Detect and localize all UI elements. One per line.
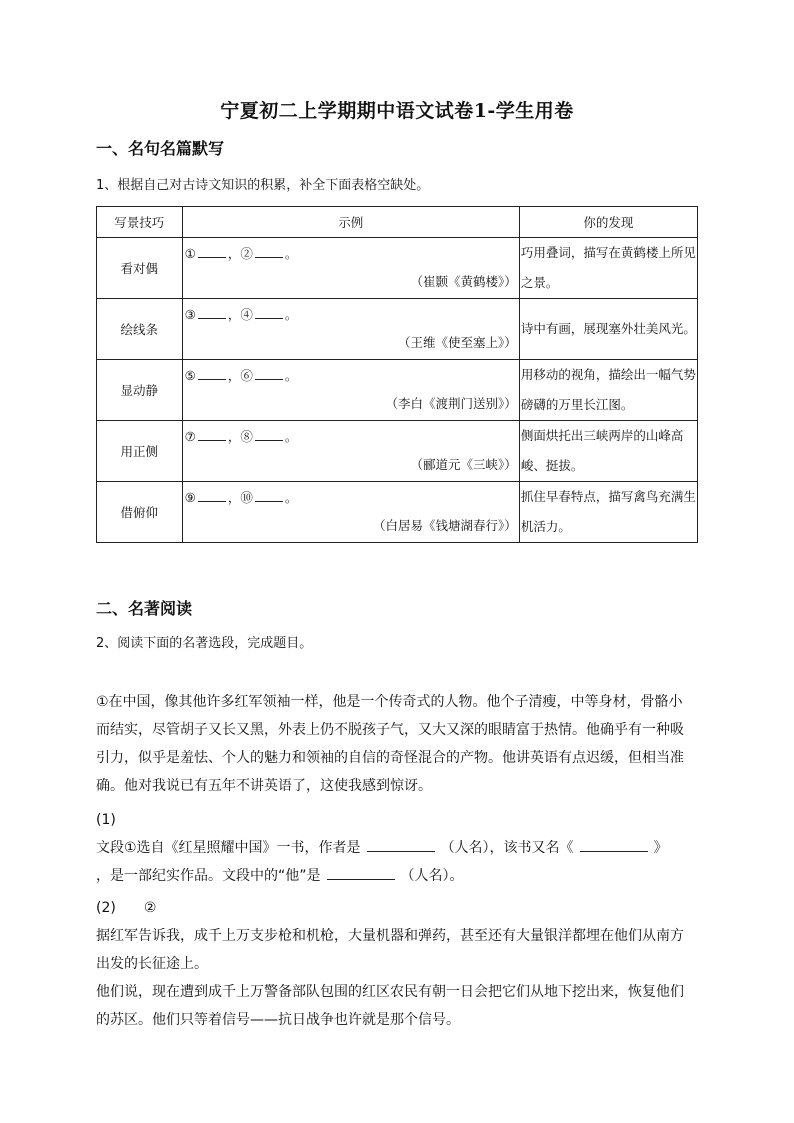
passage-line: 而结实，尽管胡子又长又黑，外表上仍不脱孩子气，又大又深的眼睛富于热情。他确乎有一种吸 — [96, 722, 684, 738]
poetry-table — [96, 206, 698, 543]
example-cell: ⑤ ，⑥ 。 （李白《渡荆门送别》） — [182, 360, 519, 421]
finding-cell: 巧用叠词，描写在黄鹤楼上所见之景。 — [519, 238, 697, 299]
sub-question-number: (2) ② — [96, 900, 157, 916]
answer-blank[interactable] — [255, 306, 283, 319]
question-2-prompt: 2、阅读下面的名著选段，完成题目。 — [96, 636, 313, 651]
answer-blank[interactable] — [255, 489, 283, 502]
header-technique: 写景技巧 — [97, 207, 183, 238]
answer-blank[interactable] — [255, 428, 283, 441]
blank-number: ⑤ — [184, 368, 196, 383]
sub-question-1 — [96, 806, 698, 890]
finding-cell: 用移动的视角，描绘出一幅气势磅礴的万里长江图。 — [519, 360, 697, 421]
technique-cell: 用正侧 — [97, 421, 183, 482]
technique-cell: 显动静 — [97, 360, 183, 421]
answer-blank[interactable] — [198, 428, 226, 441]
sub-question-line: 文段①选自《红星照耀中国》一书，作者是 （人名），该书又名《 》 — [96, 834, 698, 862]
poem-source: （崔颢《黄鹤楼》） — [410, 274, 517, 289]
sub-question-line: ，是一部纪实作品。文段中的“他”是 （人名）。 — [96, 862, 698, 890]
blank-number: ④ — [240, 307, 253, 322]
finding-cell: 诗中有画，展现塞外壮美风光。 — [519, 299, 697, 360]
example-cell: ③ ，④ 。 （王维《使至塞上》） — [182, 299, 519, 360]
technique-cell: 绘线条 — [97, 299, 183, 360]
answer-blank[interactable] — [255, 245, 283, 258]
answer-blank[interactable] — [198, 245, 226, 258]
blank-number: ⑦ — [184, 429, 196, 444]
person-blank[interactable] — [327, 865, 395, 880]
blank-number: ⑧ — [240, 429, 253, 444]
table-row — [97, 238, 698, 299]
answer-blank[interactable] — [198, 367, 226, 380]
poem-source: （白居易《钱塘湖春行》） — [373, 518, 517, 533]
passage-line: ①在中国，像其他许多红军领袖一样，他是一个传奇式的人物。他个子清瘦，中等身材，骨骼小 — [96, 694, 683, 710]
passage-1 — [96, 688, 698, 800]
section-heading-1: 一、名句名篇默写 — [96, 139, 225, 158]
sub-question-number: (1) — [96, 812, 116, 828]
table-row — [97, 482, 698, 543]
technique-cell: 看对偶 — [97, 238, 183, 299]
passage-line: 他们说，现在遭到成千上万警备部队包围的红区农民有朝一日会把它们从地下挖出来，恢复他们 — [96, 984, 684, 1000]
passage-line: 确。他对我说已有五年不讲英语了，这使我感到惊讶。 — [96, 778, 432, 794]
poem-source: （王维《使至塞上》） — [398, 335, 517, 350]
blank-number: ⑩ — [240, 490, 253, 505]
table-row — [97, 299, 698, 360]
blank-number: ⑨ — [184, 490, 196, 505]
technique-cell: 借俯仰 — [97, 482, 183, 543]
question-1-prompt: 1、根据自己对古诗文知识的积累，补全下面表格空缺处。 — [96, 178, 430, 193]
section-heading-2: 二、名著阅读 — [96, 599, 193, 618]
blank-number: ⑥ — [240, 368, 253, 383]
example-cell: ⑦ ，⑧ 。 （郦道元《三峡》） — [182, 421, 519, 482]
answer-blank[interactable] — [255, 367, 283, 380]
blank-number: ① — [184, 246, 196, 261]
finding-cell: 抓住早春特点，描写禽鸟充满生机活力。 — [519, 482, 697, 543]
poem-source: （李白《渡荆门送别》） — [385, 396, 517, 411]
blank-number: ② — [240, 246, 253, 261]
passage-line: 据红军告诉我，成千上万支步枪和机枪，大量机器和弹药，甚至还有大量银洋都埋在他们从南方 — [96, 928, 684, 944]
finding-cell: 侧面烘托出三峡两岸的山峰高峻、挺拔。 — [519, 421, 697, 482]
example-cell: ① ，② 。 （崔颢《黄鹤楼》） — [182, 238, 519, 299]
answer-blank[interactable] — [198, 489, 226, 502]
table-row — [97, 421, 698, 482]
sub-question-2 — [96, 894, 698, 1034]
table-row — [97, 360, 698, 421]
passage-marker: ② — [143, 900, 157, 916]
page-title: 宁夏初二上学期期中语文试卷1-学生用卷 — [220, 100, 574, 122]
blank-number: ③ — [184, 307, 196, 322]
passage-line: 引力，似乎是羞怯、个人的魅力和领袖的自信的奇怪混合的产物。他讲英语有点迟缓，但相当准 — [96, 750, 684, 766]
example-cell: ⑨ ，⑩ 。 （白居易《钱塘湖春行》） — [182, 482, 519, 543]
answer-blank[interactable] — [198, 306, 226, 319]
passage-line: 的苏区。他们只等着信号——抗日战争也许就是那个信号。 — [96, 1012, 460, 1028]
header-finding: 你的发现 — [519, 207, 697, 238]
alt-title-blank[interactable] — [580, 837, 648, 852]
poem-source: （郦道元《三峡》） — [410, 457, 517, 472]
table-header-row — [97, 207, 698, 238]
header-example: 示例 — [182, 207, 519, 238]
passage-line: 出发的长征途上。 — [96, 956, 208, 972]
author-blank[interactable] — [367, 837, 435, 852]
